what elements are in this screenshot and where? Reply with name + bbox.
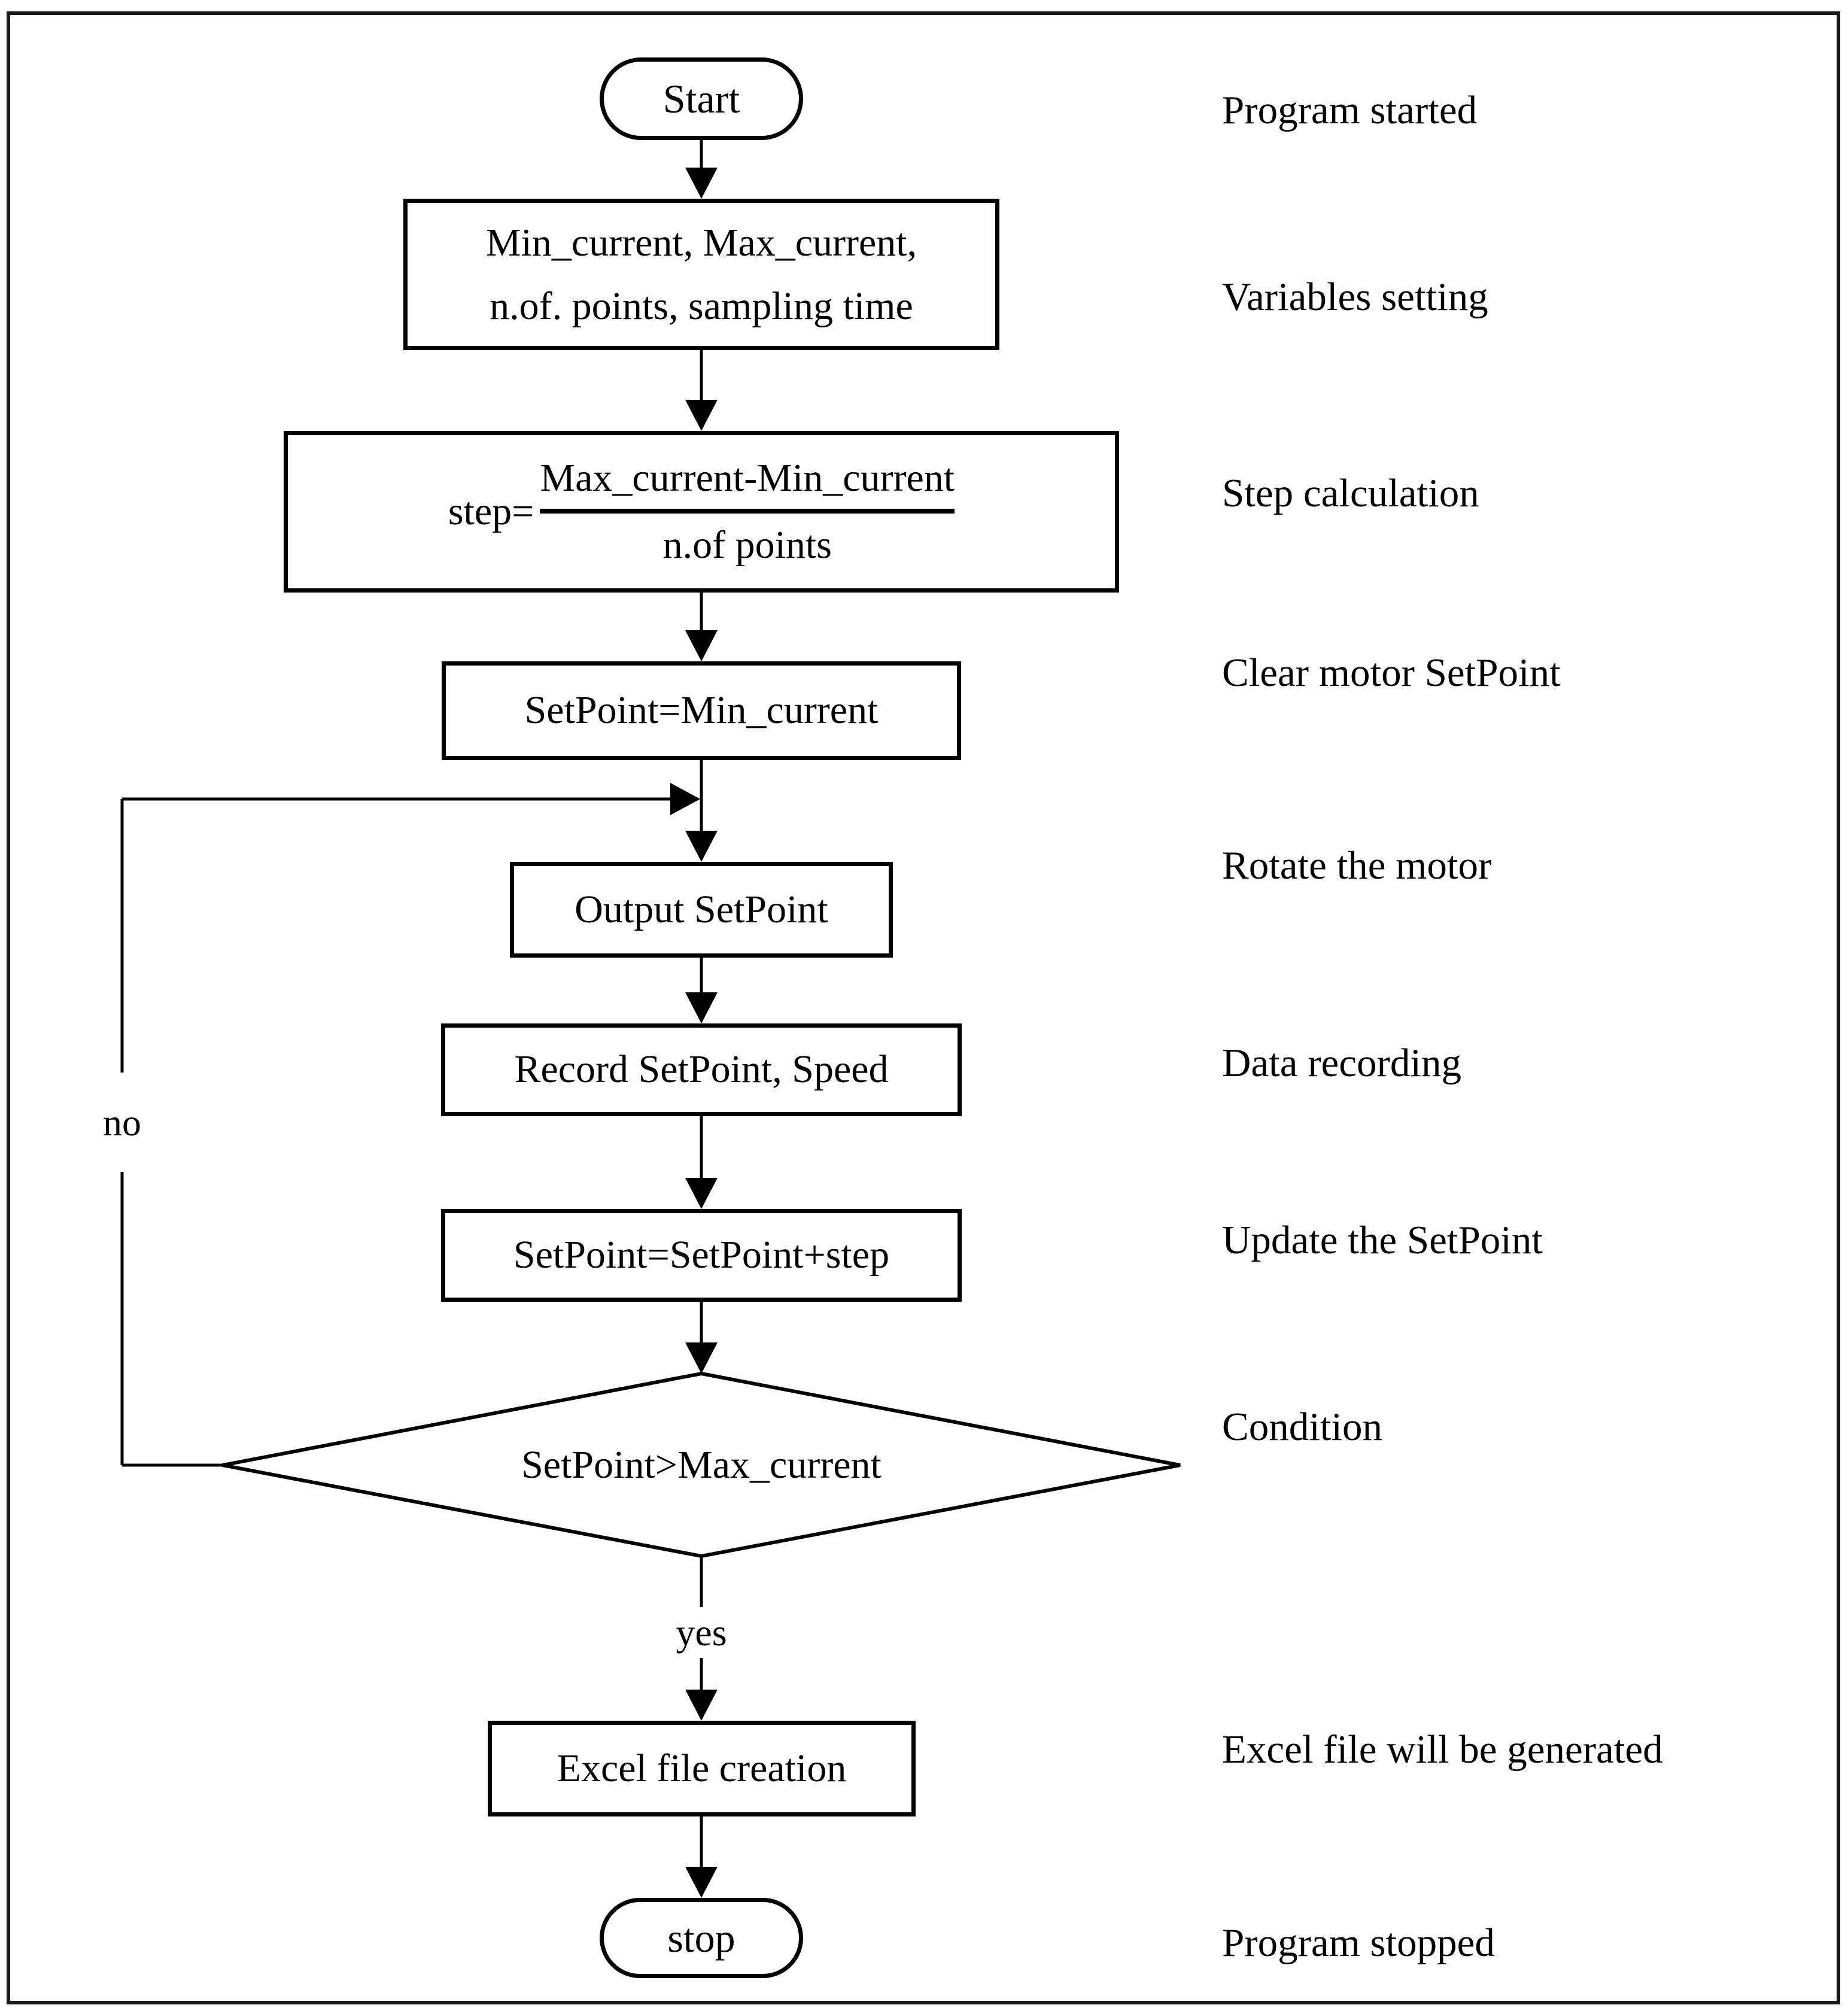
connector-record-to-update <box>685 1116 718 1209</box>
node-start-label: Start <box>662 75 740 121</box>
arrow-down-icon <box>685 1178 718 1209</box>
node-stop <box>600 1898 803 1978</box>
annotation-program-stopped: Program stopped <box>1222 1921 1495 1965</box>
node-variables-line1: Min_current, Max_current, <box>485 220 917 265</box>
connector-yes-to-excel <box>685 1658 718 1721</box>
node-record-data-label: Record SetPoint, Speed <box>514 1047 889 1092</box>
node-start <box>600 57 803 140</box>
node-condition-label: SetPoint>Max_current <box>521 1443 882 1487</box>
arrow-down-icon <box>685 400 718 431</box>
connector-start-to-variables <box>685 138 718 199</box>
node-output-setpoint <box>510 862 893 958</box>
connector-update-to-condition <box>685 1302 718 1374</box>
branch-label-yes <box>642 1611 761 1654</box>
fraction-bar <box>540 509 955 514</box>
node-excel-creation <box>488 1721 916 1816</box>
annotation-step-calculation: Step calculation <box>1222 471 1479 515</box>
step-equation <box>448 454 955 570</box>
arrow-right-icon <box>670 783 700 815</box>
step-equation-denominator: n.of points <box>662 523 832 567</box>
node-step-calculation <box>284 431 1119 593</box>
connector-step-to-clear <box>685 593 718 661</box>
node-record-data <box>441 1023 962 1116</box>
connector-clear-to-output <box>685 760 718 862</box>
annotation-update-setpoint: Update the SetPoint <box>1222 1218 1543 1262</box>
node-output-setpoint-label: Output SetPoint <box>575 887 828 931</box>
arrow-down-icon <box>685 630 718 661</box>
node-clear-setpoint-label: SetPoint=Min_current <box>524 688 879 733</box>
step-equation-numerator: Max_current-Min_current <box>540 455 955 500</box>
arrow-down-icon <box>685 831 718 862</box>
arrow-down-icon <box>685 168 718 199</box>
node-clear-setpoint <box>442 661 961 760</box>
step-equation-fraction <box>540 454 955 570</box>
node-update-setpoint-label: SetPoint=SetPoint+step <box>513 1233 890 1277</box>
annotation-clear-setpoint: Clear motor SetPoint <box>1222 651 1561 695</box>
arrow-down-icon <box>685 992 718 1023</box>
arrow-down-icon <box>685 1690 718 1721</box>
node-excel-creation-label: Excel file creation <box>557 1746 847 1790</box>
arrow-down-icon <box>685 1867 718 1898</box>
connector-variables-to-step <box>685 350 718 431</box>
annotation-variables-setting: Variables setting <box>1222 275 1488 319</box>
connector-excel-to-stop <box>685 1816 718 1898</box>
connector-output-to-record <box>685 958 718 1023</box>
annotation-data-recording: Data recording <box>1222 1041 1461 1085</box>
annotation-program-started: Program started <box>1222 88 1478 132</box>
node-variables-setting <box>403 199 999 350</box>
step-equation-prefix: step= <box>448 489 534 533</box>
branch-label-no <box>62 1101 182 1144</box>
node-condition <box>342 1434 1060 1496</box>
arrow-down-icon <box>685 1342 718 1374</box>
node-update-setpoint <box>441 1209 962 1302</box>
annotation-rotate-motor: Rotate the motor <box>1222 843 1492 888</box>
node-stop-label: stop <box>667 1915 735 1961</box>
annotation-excel-generated: Excel file will be generated <box>1222 1727 1663 1772</box>
node-variables-line2: n.of. points, sampling time <box>490 284 913 328</box>
yes-label-text: yes <box>676 1611 727 1654</box>
no-label-text: no <box>103 1101 141 1144</box>
annotation-condition: Condition <box>1222 1405 1383 1449</box>
